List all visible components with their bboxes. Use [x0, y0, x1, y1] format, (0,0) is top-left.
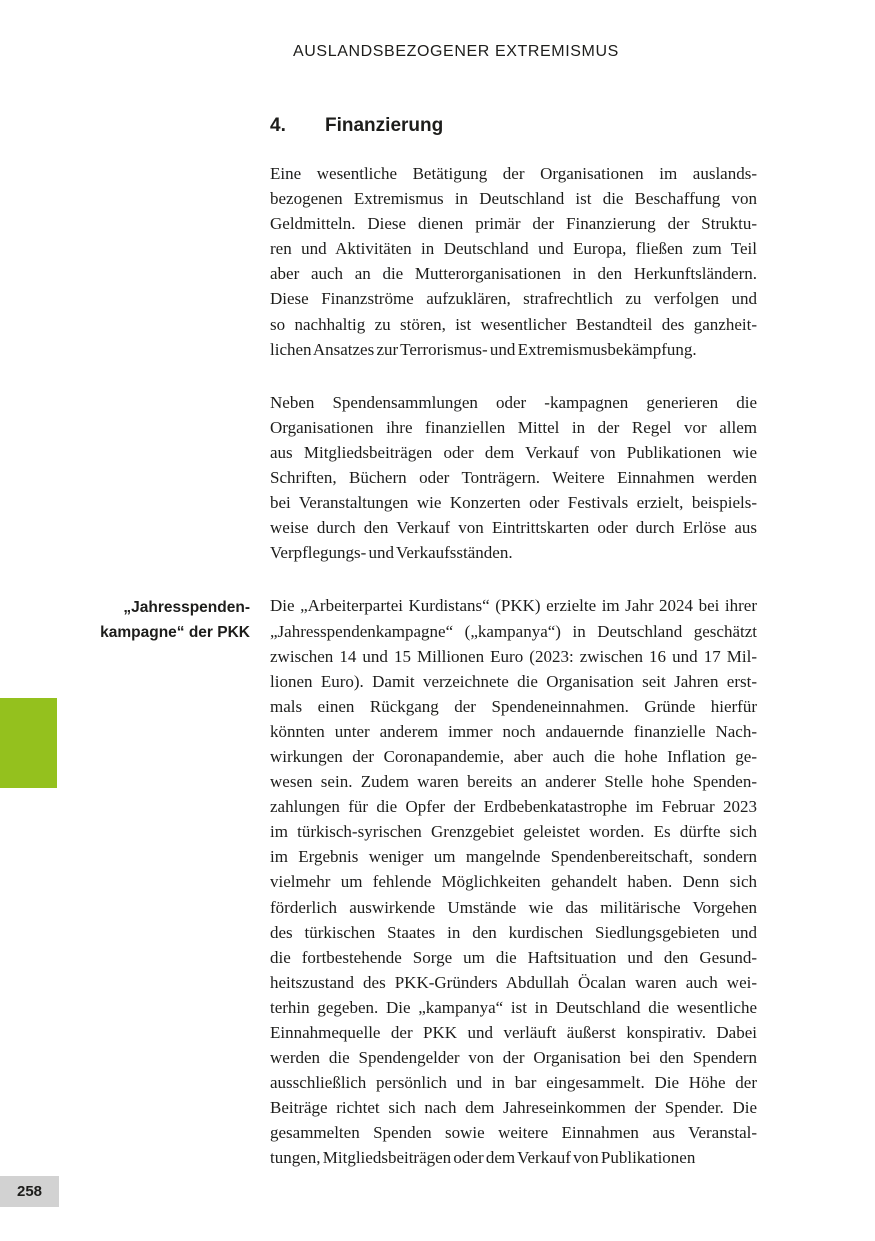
paragraph-line: bezogenen Extremismus in Deutschland ist die Beschaffung von [270, 189, 757, 209]
paragraph-line: Diese Finanzströme aufzuklären, strafrechtlich zu verfolgen und [270, 289, 757, 309]
paragraph-line: aus Mitgliedsbeiträgen oder dem Verkauf von Publikationen wie [270, 442, 757, 462]
paragraph-line: vielmehr um fehlende Möglichkeiten gehandelt haben. Denn sich [270, 872, 757, 892]
paragraph-line: wirkungen der Coronapandemie, aber auch die hohe Inflation ge- [270, 746, 757, 766]
paragraph-line: ren und Aktivitäten in Deutschland und Europa, fließen zum Teil [270, 239, 757, 259]
paragraph-line: Geldmitteln. Diese dienen primär der Finanzierung der Struktu- [270, 214, 757, 234]
paragraph-line: weise durch den Verkauf von Eintrittskarten oder durch Erlöse aus [270, 518, 757, 538]
paragraph-line: Schriften, Büchern oder Tonträgern. Weitere Einnahmen werden [270, 468, 757, 488]
paragraph-line: lionen Euro). Damit verzeichnete die Organisation seit Jahren erst- [270, 671, 757, 691]
paragraph [270, 593, 757, 1170]
paragraph-line: Neben Spendensammlungen oder -kampagnen generieren die [270, 392, 757, 412]
paragraph-line: die fortbestehende Sorge um die Haftsituation und den Gesund- [270, 947, 757, 967]
paragraph [270, 390, 757, 566]
paragraph [270, 161, 757, 362]
paragraph-line: bei Veranstaltungen wie Konzerten oder Festivals erzielt, beispiels- [270, 493, 757, 513]
paragraph-line: könnten unter anderem immer noch andauernde finanzielle Nach- [270, 721, 757, 741]
page-number: 258 [16, 1183, 43, 1200]
paragraph-line: Die „Arbeiterpartei Kurdistans“ (PKK) erzielte im Jahr 2024 bei ihrer [270, 596, 757, 616]
paragraph-line: tungen, Mitgliedsbeiträgen oder dem Verkauf von Publikationen [270, 1148, 696, 1168]
paragraph-line: wesen sein. Zudem waren bereits an anderer Stelle hohe Spenden- [270, 772, 757, 792]
margin-note [40, 595, 250, 645]
paragraph-line: im Ergebnis weniger um mangelnde Spendenbereitschaft, sondern [270, 847, 757, 867]
paragraph-line: Verpflegungs- und Verkaufsständen. [270, 543, 513, 563]
page-number-badge [0, 1176, 59, 1207]
paragraph-line: Beiträge richtet sich nach dem Jahreseinkommen der Spender. Die [270, 1098, 757, 1118]
paragraph-line: mals einen Rückgang der Spendeneinnahmen. Gründe hierfür [270, 696, 757, 716]
paragraph-line: so nachhaltig zu stören, ist wesentlicher Bestandteil des ganzheit- [270, 314, 757, 334]
paragraph-line: des türkischen Staates in den kurdischen Siedlungsgebieten und [270, 922, 757, 942]
section-number: 4. [270, 115, 286, 136]
running-header: AUSLANDSBEZOGENER EXTREMISMUS [293, 43, 619, 60]
margin-note-line: „Jahresspenden- [123, 599, 250, 616]
paragraph-line: Organisationen ihre finanziellen Mittel in der Regel vor allem [270, 417, 757, 437]
paragraph-line: Einnahmequelle der PKK und verläuft äußerst konspirativ. Dabei [270, 1023, 757, 1042]
paragraph-line: terhin gegeben. Die „kampanya“ ist in Deutschland die wesentliche [270, 997, 757, 1017]
margin-note-line: kampagne“ der PKK [100, 624, 250, 642]
section-heading [270, 115, 443, 137]
body-column [270, 161, 757, 1199]
paragraph-line: förderlich auswirkende Umstände wie das militärische Vorgehen [270, 897, 757, 917]
paragraph-line: Eine wesentliche Betätigung der Organisationen im auslands- [270, 164, 757, 183]
paragraph-line: zwischen 14 und 15 Millionen Euro (2023: zwischen 16 und 17 Mil- [270, 646, 757, 666]
paragraph-line: lichen Ansatzes zur Terrorismus- und Extremismusbekämpfung. [270, 339, 697, 359]
green-accent-block [0, 698, 57, 788]
paragraph-line: werden die Spendengelder von der Organisation bei den Spendern [270, 1048, 757, 1068]
paragraph-line: „Jahresspendenkampagne“ („kampanya“) in Deutschland geschätzt [270, 621, 757, 641]
paragraph-line: aber auch an die Mutterorganisationen in den Herkunftsländern. [270, 264, 757, 284]
paragraph-line: zahlungen für die Opfer der Erdbebenkatastrophe im Februar 2023 [270, 797, 757, 817]
paragraph-line: ausschließlich persönlich und in bar eingesammelt. Die Höhe der [270, 1073, 757, 1093]
paragraph-line: im türkisch-syrischen Grenzgebiet geleistet worden. Es dürfte sich [270, 822, 757, 842]
section-title: Finanzierung [325, 115, 444, 136]
paragraph-line: gesammelten Spenden sowie weitere Einnahmen aus Veranstal- [270, 1123, 757, 1143]
paragraph-line: heitszustand des PKK-Gründers Abdullah Öcalan waren auch wei- [270, 972, 757, 992]
